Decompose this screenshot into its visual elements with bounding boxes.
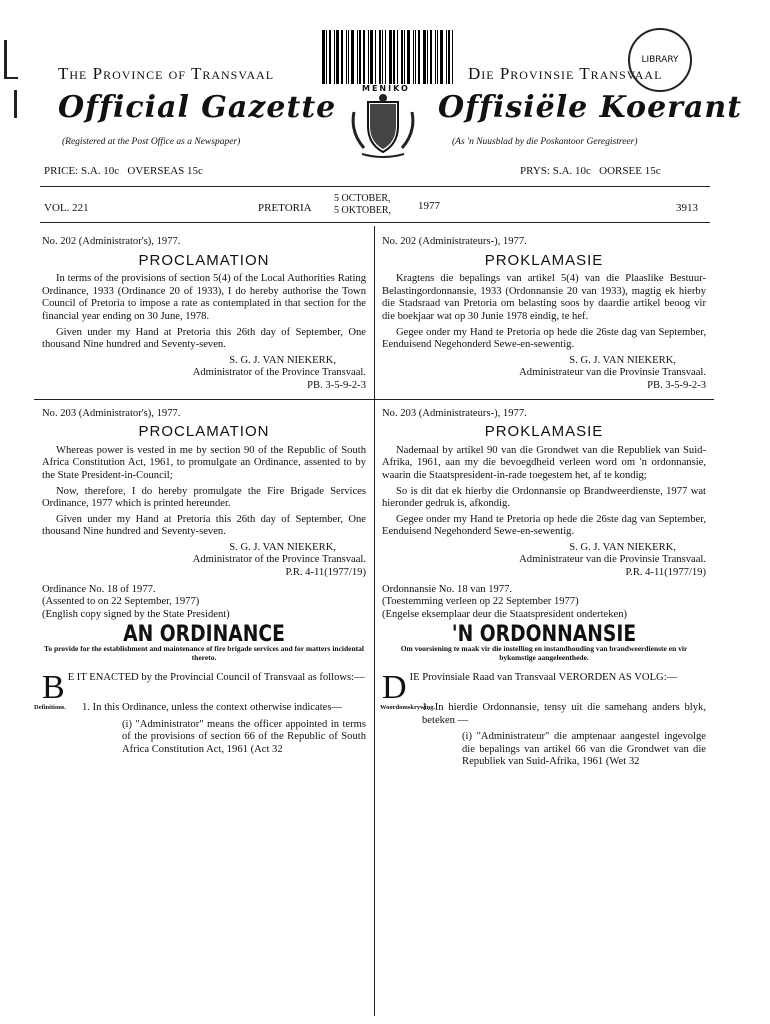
margin-note-definitions-af: Woordomskrywing. xyxy=(380,704,436,712)
proclamation-202-number-af: No. 202 (Administrateurs-), 1977. xyxy=(382,236,527,247)
barcode-stripe xyxy=(448,30,450,84)
barcode-stripe xyxy=(368,30,369,84)
barcode-stripe xyxy=(404,30,405,84)
margin-mark xyxy=(14,90,17,118)
enactment-clause-af xyxy=(382,669,706,707)
proclamation-203-number: No. 203 (Administrator's), 1977. xyxy=(42,407,181,419)
date-af: 5 OKTOBER, xyxy=(334,205,392,216)
barcode-stripe xyxy=(440,30,443,84)
registration-en: (Registered at the Post Office as a Newspaper) xyxy=(62,137,241,147)
proclamation-202-body: In terms of the provisions of section 5(4) of the Local Authorities Rating Ordinance, 1933 (Ordinance 20 of 1933), I do hereby authorise the Town Council of Pretoria to impose a rate as contemplated in that section for the financial year ending on 30 June, 1978. xyxy=(42,273,366,322)
section-rule xyxy=(34,399,374,400)
barcode-stripe xyxy=(357,30,358,84)
ordinance-subtitle-af: Om voorsiening te maak vir die instelling en instandhouding van brandweerdienste en vir bykomstige aangeleenthede. xyxy=(400,644,688,663)
barcode-stripe xyxy=(430,30,432,84)
barcode-stripe xyxy=(359,30,361,84)
ordinance-title: AN ORDINANCE xyxy=(123,622,285,648)
barcode-stripe xyxy=(397,30,398,84)
barcode-stripe xyxy=(435,30,436,84)
coat-of-arms-icon xyxy=(348,92,418,160)
city: PRETORIA xyxy=(258,202,312,214)
barcode xyxy=(322,30,464,84)
barcode-stripe xyxy=(346,30,347,84)
barcode-stripe xyxy=(437,30,438,84)
masthead-rule-bottom xyxy=(40,222,710,223)
proclamation-203-body2: Now, therefore, I do hereby promulgate the Fire Brigade Services Ordinance, 1977 which is printed hereunder. xyxy=(42,485,366,510)
proclamation-202-heading: PROCLAMATION xyxy=(138,251,270,269)
proclamation-202-heading-af: PROKLAMASIE xyxy=(484,251,604,269)
clause-1-text: 1. In this Ordinance, unless the context otherwise indicates— xyxy=(82,702,343,714)
ordinance-title-af: 'N ORDONNANSIE xyxy=(451,622,637,648)
barcode-stripe xyxy=(329,30,331,84)
proclamation-203-ref: P.R. 4-11(1977/19) xyxy=(285,567,366,579)
proclamation-203-body2-af: So is dit dat ek hierby die Ordonnansie op Brandweerdienste, 1977 wat hieronder gedruk is, afkondig. xyxy=(382,485,706,510)
barcode-stripe xyxy=(336,30,339,84)
barcode-stripe xyxy=(452,30,453,84)
barcode-stripe xyxy=(446,30,447,84)
margin-mark xyxy=(4,77,18,79)
proclamation-203-given-af: Gegee onder my Hand te Pretoria op hede die 26ste dag van September, Eenduisend Negehonderd Sewe-en-sewentig. xyxy=(382,513,706,538)
barcode-stripe xyxy=(363,30,365,84)
clause-1-text-af: 1. In hierdie Ordonnansie, tensy uit die samehang anders blyk, beteken — xyxy=(422,702,706,726)
proclamation-202-given-af: Gegee onder my Hand te Pretoria op hede die 26ste dag van September, Eenduisend Negehonderd Sewe-en-sewentig. xyxy=(382,326,706,351)
province-title-en: The Province of Transvaal xyxy=(58,64,275,83)
proclamation-203-body1: Whereas power is vested in me by section 90 of the Republic of South Africa Constitution Act, 1961, to promulgate an Ordinance, assented to by the State President-in-Council; xyxy=(42,444,366,481)
enactment-text: E IT ENACTED by the Provincial Council of Transvaal as follows:— xyxy=(67,672,365,684)
enactment-clause xyxy=(42,669,366,707)
copy-signed-note: (English copy signed by the State President) xyxy=(42,608,230,620)
proclamation-203-heading: PROCLAMATION xyxy=(138,423,270,441)
clause-1-i: (i) "Administrator" means the officer appointed in terms of the provisions of section 66 of the Republic of South Africa Constitution Act, 1961 (Act 32 xyxy=(122,718,366,755)
enactment-text-af: IE Provinsiale Raad van Transvaal VERORDEN AS VOLG:— xyxy=(409,672,678,684)
barcode-stripe xyxy=(375,30,376,84)
afrikaans-column xyxy=(382,236,706,769)
barcode-stripe xyxy=(385,30,386,84)
ordinance-number-af: Ordonnansie No. 18 van 1977. xyxy=(382,583,513,595)
proclamation-203-heading-af: PROKLAMASIE xyxy=(484,423,604,441)
proclamation-203-office: Administrator of the Province Transvaal. xyxy=(192,554,366,566)
registration-af: (As 'n Nuusblad by die Poskantoor Geregistreer) xyxy=(452,137,638,147)
barcode-stripe xyxy=(382,30,383,84)
year: 1977 xyxy=(418,200,440,212)
gazette-title-en: Official Gazette xyxy=(58,90,337,125)
library-stamp xyxy=(628,28,692,92)
barcode-stripe xyxy=(326,30,327,84)
barcode-stripe xyxy=(427,30,428,84)
price-af: PRYS: S.A. 10c OORSEE 15c xyxy=(520,165,661,177)
masthead-rule-top xyxy=(40,186,710,187)
copy-signed-note-af: (Engelse eksemplaar deur die Staatspresident onderteken) xyxy=(382,608,628,620)
date-en: 5 OCTOBER, xyxy=(334,193,391,204)
library-stamp-text: LIBRARY xyxy=(641,55,679,65)
drop-cap-af: D xyxy=(382,669,407,707)
barcode-stripe xyxy=(379,30,381,84)
assented-date-af: (Toestemming verleen op 22 September 1977) xyxy=(382,596,579,608)
ordinance-subtitle: To provide for the establishment and maintenance of fire brigade services and for matters incidental thereto. xyxy=(44,644,364,663)
proclamation-202-signatory-af: S. G. J. VAN NIEKERK, xyxy=(569,354,676,366)
margin-mark xyxy=(4,40,7,78)
column-divider xyxy=(374,226,375,1016)
barcode-stripe xyxy=(407,30,410,84)
barcode-stripe xyxy=(401,30,403,84)
barcode-stripe xyxy=(413,30,414,84)
barcode-stripe xyxy=(423,30,426,84)
clause-1-i-af: (i) "Administrateur" die amptenaar aangestel ingevolge die bepalings van artikel 66 van die Grondwet van die Republiek van Suid-Afrika, 1961 (Wet 32 xyxy=(462,731,706,768)
barcode-stripe xyxy=(348,30,349,84)
province-title-af: Die Provinsie Transvaal xyxy=(468,64,663,83)
proclamation-203-office-af: Administrateur van die Provinsie Transvaal. xyxy=(519,554,706,566)
barcode-stripe xyxy=(334,30,335,84)
proclamation-203-signatory-af: S. G. J. VAN NIEKERK, xyxy=(569,541,676,553)
proclamation-203-ref-af: P.R. 4-11(1977/19) xyxy=(625,567,706,579)
clause-1 xyxy=(34,702,366,756)
barcode-stripe xyxy=(415,30,416,84)
proclamation-203-body1-af: Nademaal by artikel 90 van die Grondwet van die Republiek van Suid-Afrika, 1961, aan my die bevoegdheid verleen word om 'n ordonnansie, waarin die Staatspresident-in-rade toegestem het, af te kondig; xyxy=(382,444,706,481)
price-en: PRICE: S.A. 10c OVERSEAS 15c xyxy=(44,165,203,177)
assented-date: (Assented to on 22 September, 1977) xyxy=(42,596,200,608)
proclamation-202-number: No. 202 (Administrator's), 1977. xyxy=(42,236,181,247)
ordinance-number: Ordinance No. 18 of 1977. xyxy=(42,583,156,595)
barcode-stripe xyxy=(418,30,420,84)
section-rule xyxy=(374,399,714,400)
margin-note-definitions: Definitions. xyxy=(34,704,66,712)
english-column xyxy=(34,236,366,756)
proclamation-202-given: Given under my Hand at Pretoria this 26th day of September, One thousand Nine hundred and Seventy-seven. xyxy=(42,326,366,351)
proclamation-202-office-af: Administrateur van die Provinsie Transvaal. xyxy=(519,367,706,379)
gazette-title-af: Offisiële Koerant xyxy=(438,90,743,125)
drop-cap: B xyxy=(42,669,65,707)
proclamation-203-signatory: S. G. J. VAN NIEKERK, xyxy=(229,541,336,553)
clause-1-af xyxy=(382,702,706,769)
proclamation-203-given: Given under my Hand at Pretoria this 26th day of September, One thousand Nine hundred and Seventy-seven. xyxy=(42,513,366,538)
barcode-stripe xyxy=(341,30,343,84)
barcode-stripe xyxy=(370,30,373,84)
proclamation-202-office: Administrator of the Province Transvaal. xyxy=(192,367,366,379)
barcode-stripe xyxy=(322,30,325,84)
barcode-label: MENIKO xyxy=(362,84,410,93)
proclamation-202-body-af: Kragtens die bepalings van artikel 5(4) van die Plaaslike Bestuur-Belastingordonnansie, 1933 (Ordonnansie 20 van 1933), magtig ek hierby die Stadsraad van Pretoria om belasting soos by daardie artikel beoog vir die boekjaar wat op 30 Junie 1978 eindig, te hef. xyxy=(382,273,706,322)
proclamation-202-signatory: S. G. J. VAN NIEKERK, xyxy=(229,354,336,366)
barcode-stripe xyxy=(351,30,354,84)
barcode-stripe xyxy=(393,30,395,84)
proclamation-202-ref-af: PB. 3-5-9-2-3 xyxy=(647,379,706,391)
issue-number: 3913 xyxy=(676,202,698,214)
volume-number: VOL. 221 xyxy=(44,202,89,214)
proclamation-202-ref: PB. 3-5-9-2-3 xyxy=(307,379,366,391)
barcode-stripe xyxy=(389,30,392,84)
proclamation-203-number-af: No. 203 (Administrateurs-), 1977. xyxy=(382,407,527,419)
